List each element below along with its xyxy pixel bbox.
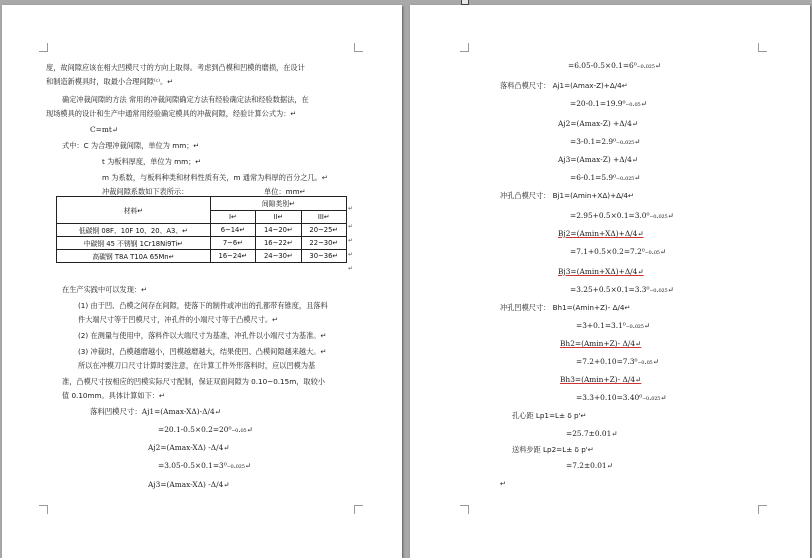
formula-line: =7.2±0.01↵ [566,461,613,470]
formula-line: =3.25+0.5×0.1=3.3⁰₋₀.₀₂₅↵ [570,285,674,294]
table-cell: 20~25↵ [301,224,346,237]
table-cell-material: 低碳钢 08F、10F 10、20、A3、↵ [57,224,211,237]
paragraph-line: 和制造新模具时，取最小合理间隙⁽ᶜ⁾。↵ [46,77,174,86]
crop-mark-top-left [39,43,48,52]
formula-line: =2.95+0.5×0.1=3.0⁰₋₀.₀₂₅↵ [570,211,674,220]
formula-line: 落料凸模尺寸： Aj1=(Amax-Z)+Δ/4↵ [500,81,628,90]
paragraph-line: 现场模具的设计和生产中通常用经验确定模具的冲裁间隙，经验计算公式为：↵ [46,109,297,118]
row-end-mark: ↵ [348,237,354,244]
table-cell: 24~30↵ [256,250,301,263]
formula-line: =7.1+0.5×0.2=7.2⁰₋₀.₀₅↵ [570,247,667,256]
crop-mark-bottom-right [758,505,767,514]
formula-line: =6-0.1=5.9⁰₋₀.₀₂₅↵ [570,173,641,182]
table-cell: 16~24↵ [210,250,255,263]
formula-line: =20-0.1=19.9⁰₋₀.₀₅↵ [570,99,647,108]
formula-line: =6.05-0.5×0.1=6⁰₋₀.₀₂₅↵ [568,61,661,70]
formula-line: =3.3+0.10=3.40⁰₋₀.₀₂₅↵ [576,393,667,402]
table-row [57,250,347,263]
paragraph-line: 式中：C 为合理冲裁间隙，单位为 mm；↵ [62,141,200,150]
table-cell: 16~22↵ [256,237,301,250]
formula-line: Bj3=(Amin+XΔ)+Δ/4↵ [558,267,644,276]
row-end-mark: ↵ [348,251,354,258]
table-cell: 22~30↵ [301,237,346,250]
table-row [57,237,347,250]
crop-mark-bottom-right [354,505,363,514]
formula-line: Bh2=(Amin+Z)- Δ/4↵ [560,339,642,348]
table-header-class: III↵ [301,210,346,224]
formula-line: Bj2=(Amin+XΔ)+Δ/4↵ [558,229,644,238]
paragraph-line: (3) 冲裁时，凸模越磨越小，凹模越磨越大，结果使凹、凸模间隙越来越大。↵ [78,347,327,356]
formula-line: 孔心距 Lp1=L± δ p'↵ [512,411,587,420]
crop-mark-top-right [758,43,767,52]
formula-line: 送料步距 Lp2=L± δ p'↵ [512,445,594,454]
clearance-coefficient-table [56,196,347,263]
paragraph-line: 度，故间隙应该在相大凹模尺寸的方向上取得。考虑到凸模和凹模的磨损，在设计 [46,63,305,72]
formula-line: =20.1-0.5×0.2=20⁰₋₀.₀₅↵ [158,425,253,434]
table-header-class: I↵ [210,210,255,224]
crop-mark-top-left [460,43,469,52]
document-page-left [2,5,402,558]
paragraph-line: 确定冲裁间隙的方法 常用的冲裁间隙确定方法有经验确定法和经验数据法，在 [62,95,309,104]
formula-line: Aj3=(Amax-XΔ) -Δ/4↵ [148,480,230,489]
document-page-right [410,5,810,558]
table-header-group: 间隙类别↵ [210,197,346,211]
formula-line: 落料凹模尺寸：Aj1=(Amax-XΔ)-Δ/4↵ [90,407,221,416]
formula-line: Bh3=(Amin+Z)- Δ/4↵ [560,375,642,384]
paragraph-line: 在生产实践中可以发现：↵ [62,285,148,294]
paragraph-line: 所以在冲模刀口尺寸计算时要注意，在计算工件外形落料时，应以凹模为基 [78,361,316,370]
table-unit-label: 单位：mm↵ [264,187,306,196]
table-header-material: 材料↵ [57,197,211,224]
formula-line: Aj2=(Amax-Z) +Δ/4↵ [558,119,638,128]
formula-line: =3.05-0.5×0.1=3⁰₋₀.₀₂₅↵ [158,461,251,470]
formula-line: =25.7±0.01↵ [566,429,618,438]
crop-mark-bottom-left [460,505,469,514]
paragraph-line: 准，凸模尺寸按相应的凹模实际尺寸配制，保证双面间隙为 0.10~0.15m，取较小 [62,377,325,386]
paragraph-line: (2) 在测量与使用中，落料件以大端尺寸为基准，冲孔件以小端尺寸为基准。↵ [78,331,327,340]
formula-line: =7.2+0.10=7.3⁰₋₀.₀₅↵ [576,357,659,366]
table-cell: 30~36↵ [301,250,346,263]
formula-line: 冲孔凹模尺寸： Bh1=(Amin+Z)- Δ/4↵ [500,303,631,312]
row-end-mark: ↵ [348,265,354,272]
formula-line: 冲孔凸模尺寸： Bj1=(Amin+XΔ)+Δ/4↵ [500,191,635,200]
formula-line: =3-0.1=2.9⁰₋₀.₀₂₅↵ [570,137,641,146]
formula-line: Aj2=(Amax-XΔ) -Δ/4↵ [148,443,230,452]
row-end-mark: ↵ [348,223,354,230]
paragraph-end-mark: ↵ [500,479,507,488]
formula-line: Aj3=(Amax-Z) +Δ/4↵ [558,155,638,164]
table-cell: 6~14↵ [210,224,255,237]
formula-line: =3+0.1=3.1⁰₋₀.₀₂₅↵ [576,321,651,330]
crop-mark-top-right [354,43,363,52]
crop-mark-bottom-left [39,505,48,514]
table-row [57,224,347,237]
paragraph-line: 件大端尺寸等于凹模尺寸，冲孔件的小端尺寸等于凸模尺寸。↵ [78,315,279,324]
paragraph-line: m 为系数，与板料种类和材料性质有关，m 通常为料厚的百分之几。↵ [102,173,328,182]
paragraph-line: (1) 由于凹、凸模之间存在间隙，使落下的制件或冲出的孔都带有锥度，且落料 [78,301,328,310]
table-cell: 14~20↵ [256,224,301,237]
formula-line: C=mt↵ [90,125,119,134]
table-cell: 7~6↵ [210,237,255,250]
table-header-class: II↵ [256,210,301,224]
table-caption: 冲裁间隙系数如下表所示： [102,187,189,196]
table-cell-material: 中碳钢 45 不锈钢 1Cr18Ni9Ti↵ [57,237,211,250]
table-cell-material: 高碳钢 T8A T10A 65Mn↵ [57,250,211,263]
row-end-mark: ↵ [348,205,354,212]
paragraph-line: 值 0.10mm。具体计算如下：↵ [62,391,166,400]
paragraph-line: t 为板料厚度，单位为 mm；↵ [102,157,202,166]
